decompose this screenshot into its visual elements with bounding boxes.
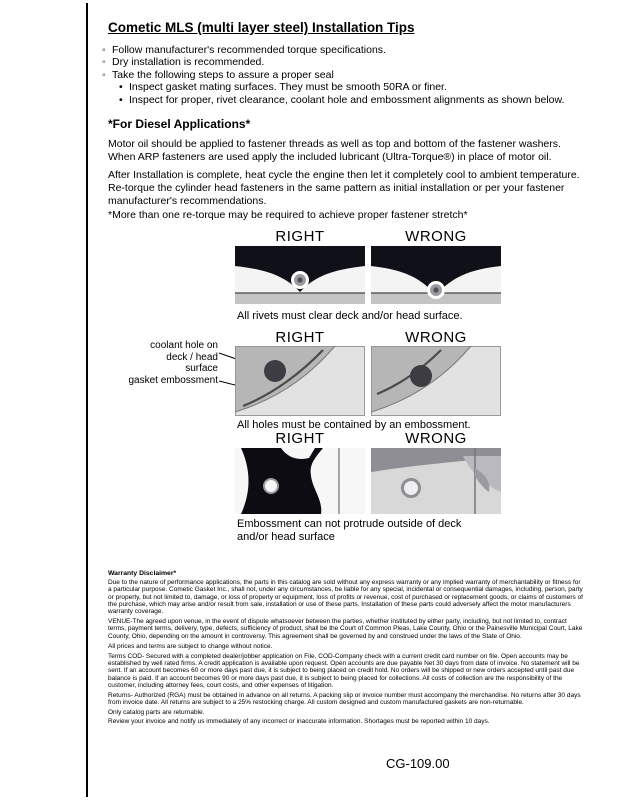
left-border-rule <box>86 3 88 797</box>
row3-caption <box>237 518 461 544</box>
disclaimer-paragraph: Terms COD- Secured with a completed dealer/jobber application on File, COD-Company check with a current credit card number on file. Open accounts may be established by well rated firms. A credit application is available upon request. Open accounts are due payable Net 30 days from date of invoice. No statement will be sent. If an account becomes 60 or more days past due, it is subject to being placed on credit hold. No orders will be shipped or new orders accepted until past due balance is paid. If an account becomes 90 or more days past due, it is subject to being placed for collections. All costs of collection are the responsibility of the customer, including attorney fees, court costs, and other expenses of litigation. <box>108 653 580 689</box>
disclaimer-paragraph: All prices and terms are subject to change without notice. <box>108 642 273 650</box>
page-title: Cometic MLS (multi layer steel) Installation Tips <box>108 20 415 35</box>
row1-wrong-label: WRONG <box>405 228 467 245</box>
page-number: CG-109.00 <box>386 756 450 771</box>
warranty-disclaimer <box>108 570 584 728</box>
coolant-hole-label-line2: deck / head surface <box>166 351 218 374</box>
tips-list <box>102 44 592 106</box>
coolant-hole-label <box>136 340 218 375</box>
tip-sub-item <box>119 94 592 106</box>
row1-caption: All rivets must clear deck and/or head surface. <box>237 310 463 322</box>
open-bullet-icon: ◦ <box>102 56 106 69</box>
open-bullet-icon: ◦ <box>102 68 106 81</box>
row3-wrong-label: WRONG <box>405 430 467 447</box>
filled-bullet-icon: • <box>119 93 123 106</box>
row3-caption-line2: and/or head surface <box>237 531 335 543</box>
disclaimer-paragraph: VENUE-The agreed upon venue, in the event of dispute whatsoever between the parties, whether instituted by either party, including, but not limited to, contract terms, payment terms, delivery, type, defects, sufficiency of product, shall be the Court of Common Pleas, Lake County, Ohio or the Painesville Municipal Court, Lake County, Ohio, depending on the amount in controversy. This agreement shall be governed by and construed under the laws of the State of Ohio. <box>108 618 583 640</box>
row2-wrong-label: WRONG <box>405 329 467 346</box>
gasket-embossment-label: gasket embossment <box>128 375 218 386</box>
filled-bullet-icon: • <box>119 81 123 94</box>
coolant-hole-label-line1: coolant hole on <box>150 340 218 351</box>
tip-text: Inspect gasket mating surfaces. They must be smooth 50RA or finer. <box>129 81 447 94</box>
embossment-contained-diagram <box>235 448 365 514</box>
row3-caption-line1: Embossment can not protrude outside of deck <box>237 518 462 530</box>
rivet-touch-diagram <box>371 246 501 304</box>
row3-right-label: RIGHT <box>275 430 325 447</box>
tip-item <box>102 44 592 56</box>
disclaimer-paragraph: Due to the nature of performance applications, the parts in this catalog are sold without any express warranty or any implied warranty of merchantability or fitness for a particular purpose. Cometic Gasket Inc., shall not, under any circumstances, be liable for any special, incidental or consequential damages, including, person, party or property, but not limited to, damage, or loss of property or equipment, loss of profits or revenue, cost of purchased or replacement goods, or claims of customers of the purchase, which may arise and/or result from sale, installation or use of these parts. Installation of these parts could adversely affect the motor manufacturers warranty coverage. <box>108 579 583 616</box>
tip-text: Inspect for proper, rivet clearance, coolant hole and embossment alignments as shown below. <box>129 93 565 106</box>
row2-caption: All holes must be contained by an embossment. <box>237 419 471 431</box>
diesel-paragraph-2: After Installation is complete, heat cycle the engine then let it completely cool to ambient temperature. Re-torque the cylinder head fasteners in the same pattern as initial installation or per your fastener manufacturer's recommendations. <box>108 169 580 207</box>
tip-text: Take the following steps to assure a proper seal <box>112 68 334 81</box>
diesel-heading: *For Diesel Applications* <box>108 117 251 131</box>
embossment-protrude-diagram <box>371 448 501 514</box>
row1-right-label: RIGHT <box>275 228 325 245</box>
disclaimer-heading: Warranty Disclaimer* <box>108 570 177 577</box>
tip-sub-item <box>119 81 592 93</box>
diesel-paragraph-3: *More than one re-torque may be required to achieve proper fastener stretch* <box>108 209 468 221</box>
hole-embossment-wrong-diagram <box>371 346 501 416</box>
tip-item <box>102 69 592 81</box>
row2-right-label: RIGHT <box>275 329 325 346</box>
open-bullet-icon: ◦ <box>102 44 106 56</box>
tip-text: Follow manufacturer's recommended torque specifications. <box>112 44 386 56</box>
disclaimer-paragraph: Review your invoice and notify us immediately of any incorrect or inaccurate information. Shortages must be reported within 10 days. <box>108 717 490 725</box>
disclaimer-paragraph: Returns- Authorized (RGA) must be obtained in advance on all returns. A packing slip or invoice number must accompany the merchandise. No returns after 30 days from invoice date. All returns are subject to a 25% restocking charge. All custom designed and custom manufactured gaskets are non-returnable. <box>108 692 581 707</box>
rivet-clear-diagram <box>235 246 365 304</box>
disclaimer-paragraph: Only catalog parts are returnable. <box>108 709 205 717</box>
diesel-paragraph-1: Motor oil should be applied to fastener threads as well as top and bottom of the fastener washers. When ARP fasteners are used apply the included lubricant (Ultra-Torque®) in place of motor oil. <box>108 138 561 163</box>
hole-embossment-right-diagram <box>235 346 365 416</box>
tip-item <box>102 56 592 68</box>
tip-text: Dry installation is recommended. <box>112 56 265 69</box>
